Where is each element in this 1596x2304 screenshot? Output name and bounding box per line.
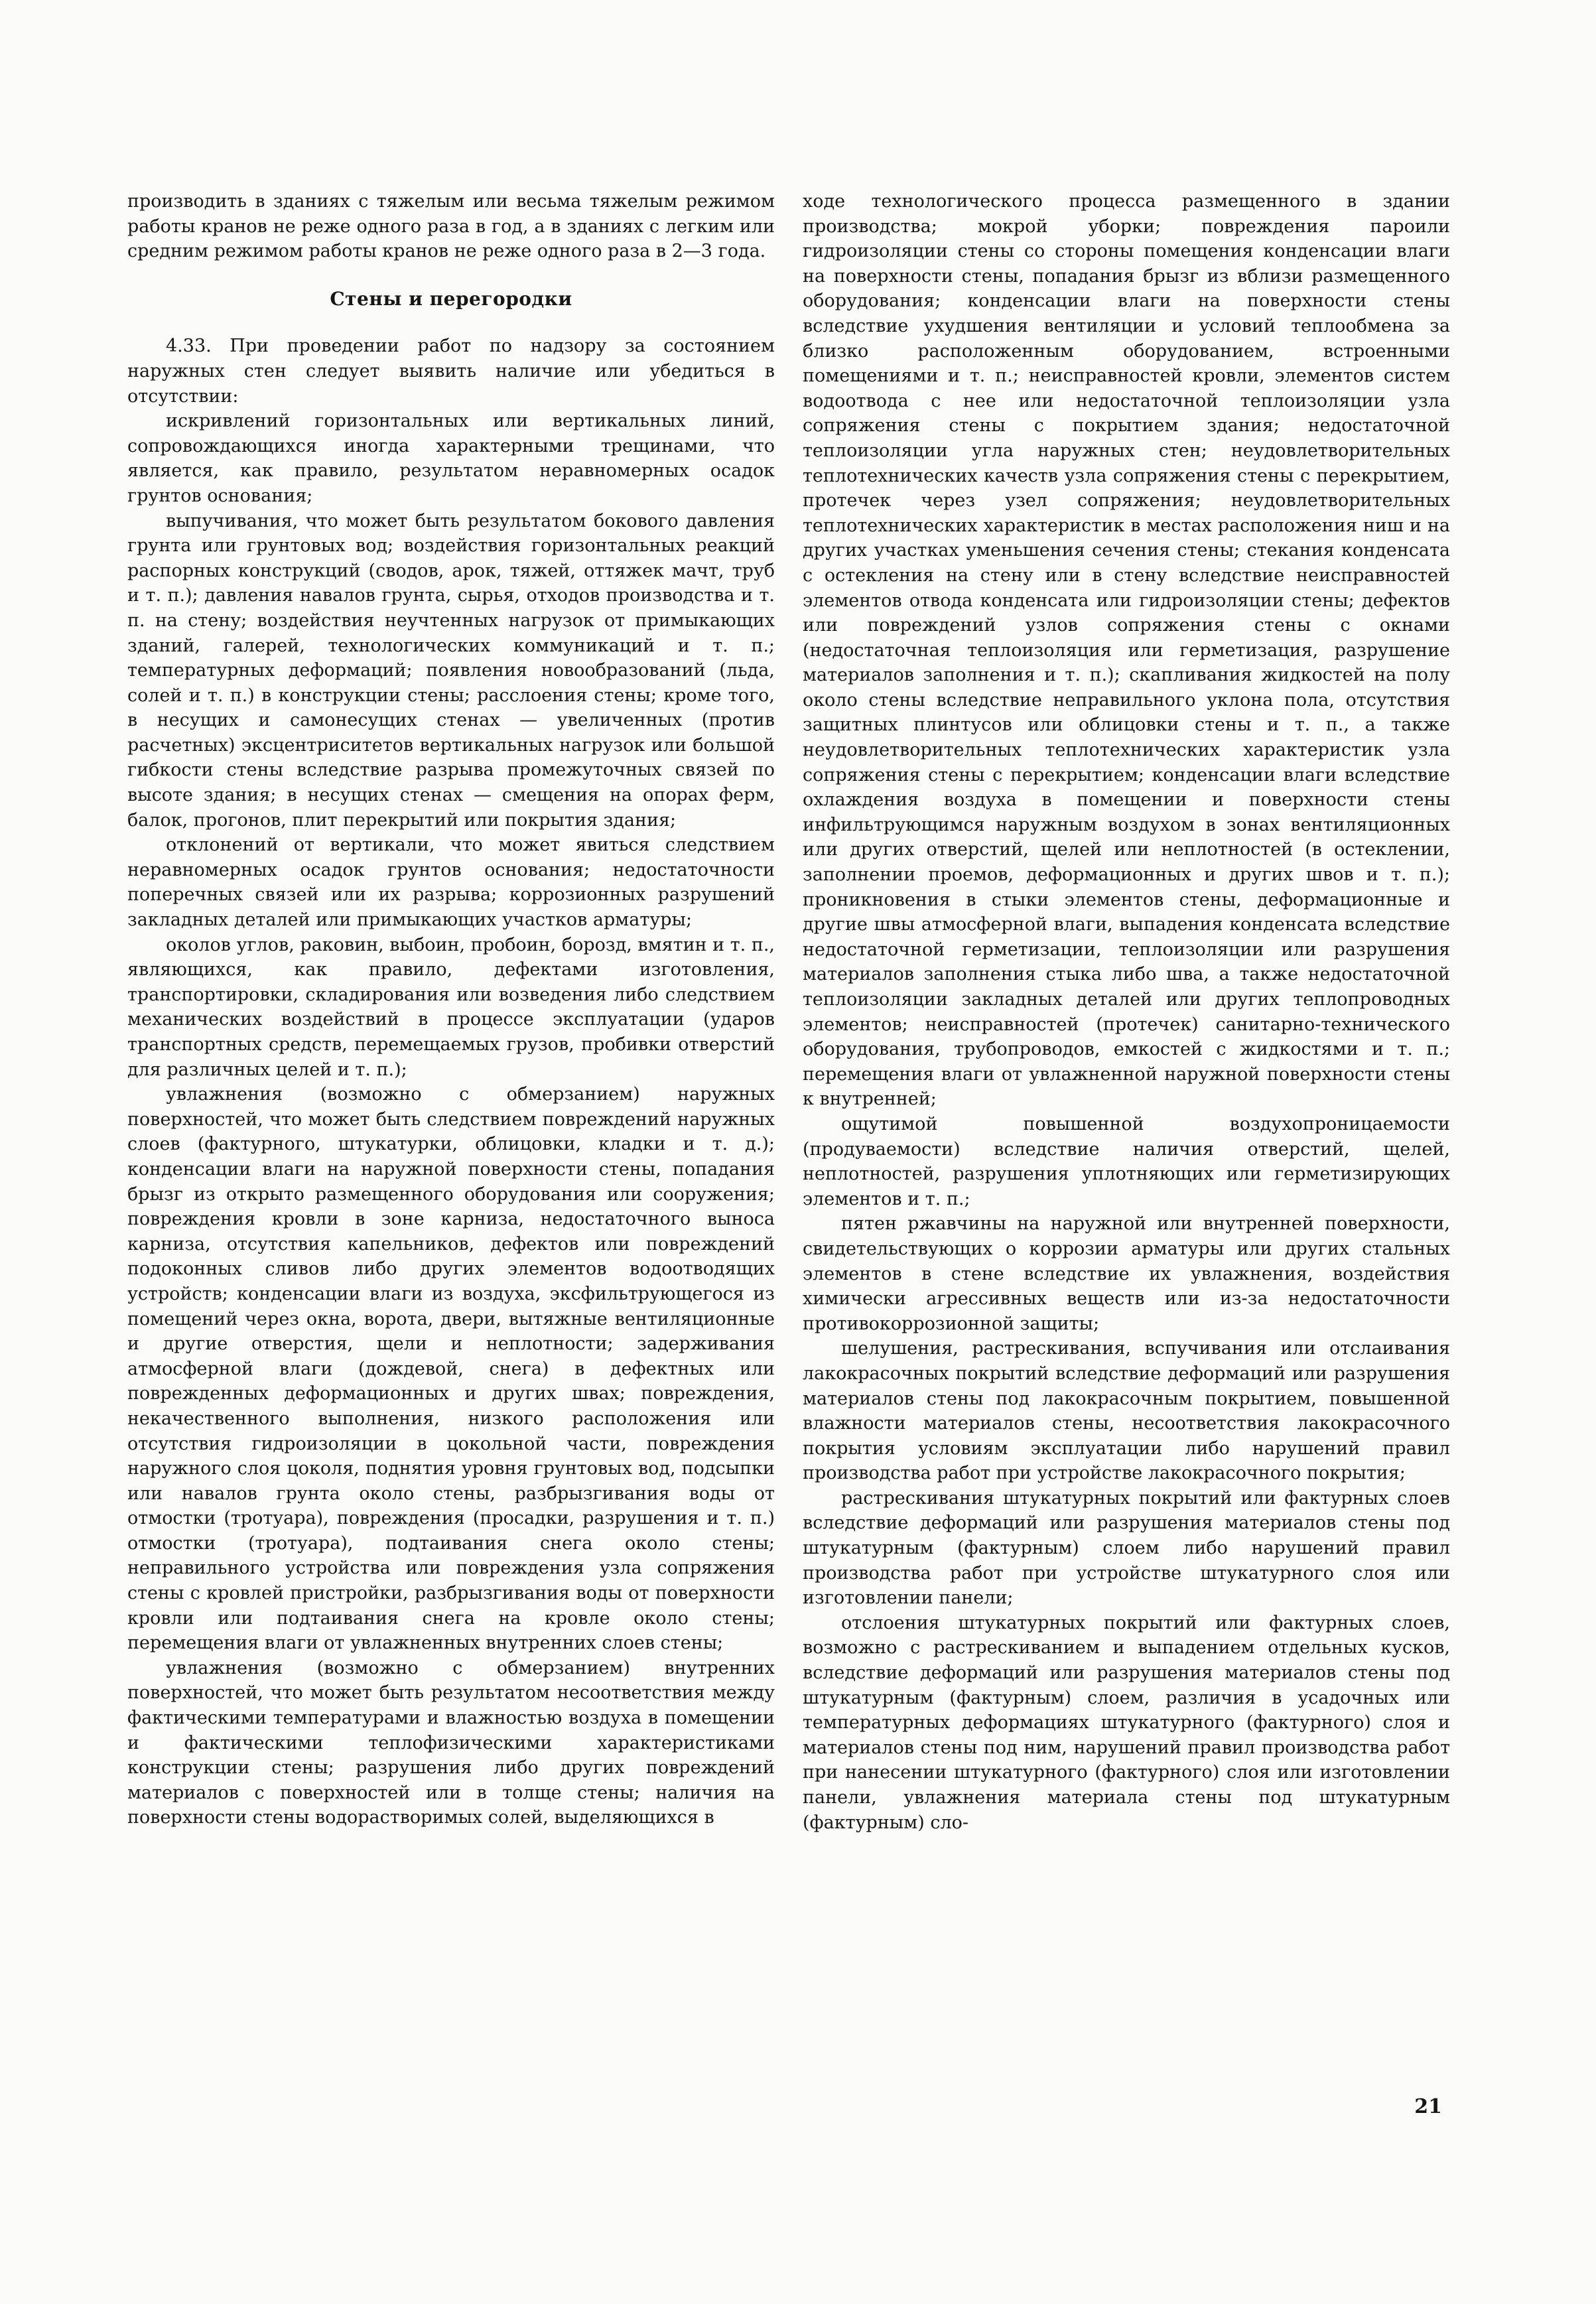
paragraph-plaster-cracking: растрескивания штукатурных покрытий или фактурных слоев вследствие деформаций или разрушения материалов стены под штукатурным (фактурным) слоем либо нарушений правил производства работ при устройстве штукатурного слоя или изготовлении панели; [803,1487,1450,1609]
paragraph-rust-stains: пятен ржавчины на наружной или внутренней поверхности, свидетельствующих о коррозии арматуры или других стальных элементов в стене вследствие их увлажнения, воздействия химически агрессивных веществ или из-за недостаточности противокоррозионной защиты; [803,1213,1450,1334]
paragraph-internal-wetting-continued: ходе технологического процесса размещенного в здании производства; мокрой уборки; повреждения пароили гидроизоляции стены со стороны помещения конденсации влаги на поверхности стены, попадания брызг из вблизи размещенного оборудования; конденсации влаги на поверхности стены вследствие ухудшения вентиляции и условий теплообмена за близко расположенным оборудованием, встроенными помещениями и т. п.; неисправностей кровли, элементов систем водоотвода с нее или недостаточной теплоизоляции узла сопряжения стены с покрытием здания; недостаточной теплоизоляции угла наружных стен; неудовлетворительных теплотехнических качеств узла сопряжения стены с перекрытием, протечек через узел сопряжения; неудовлетворительных теплотехнических характеристик в местах расположения ниш и на других участках уменьшения сечения стены; стекания конденсата с остекления на стену или в стену вследствие неисправностей элементов отвода конденсата или гидроизоляции стены; дефектов или повреждений узлов сопряжения стены с окнами (недостаточная теплоизоляция или герметизация, разрушение материалов заполнения и т. п.); скапливания жидкостей на полу около стены вследствие неправильного уклона пола, отсутствия защитных плинтусов или облицовки стены и т. п., а также неудовлетворительных теплотехнических характеристик узла сопряжения стены с перекрытием; конденсации влаги вследствие охлаждения воздуха в помещении и поверхности стены инфильтрующимся наружным воздухом в зонах вентиляционных или других отверстий, щелей или неплотностей (в остеклении, заполнении проемов, деформационных и других швов и т. п.); проникновения в стыки элементов стены, деформационные и другие швы атмосферной влаги, выпадения конденсата вследствие недостаточной герметизации, теплоизоляции или разрушения материалов заполнения стыка либо шва, а также недостаточной теплоизоляции закладных деталей или других теплопроводных элементов; неисправностей (протечек) санитарно-технического оборудования, трубопроводов, емкостей с жидкостями и т. п.; перемещения влаги от увлажненной наружной поверхности стены к внутренней; [803,191,1450,1110]
left-column [127,189,775,1830]
paragraph-internal-wetting: увлажнения (возможно с обмерзанием) внутренних поверхностей, что может быть результатом несоответствия между фактическими температурами и влажностью воздуха в помещении и фактическими теплофизическими характеристиками конструкции стены; разрушения либо других повреждений материалов с поверхностей или в толще стены; наличия на поверхности стены водорастворимых солей, выделяющихся в [127,1657,775,1828]
paragraph-bulging: выпучивания, что может быть результатом бокового давления грунта или грунтовых вод; воздействия горизонтальных реакций распорных конструкций (сводов, арок, тяжей, оттяжек мачт, труб и т. п.); давления навалов грунта, сырья, отходов производства и т. п. на стену; воздействия неучтенных нагрузок от примыкающих зданий, галерей, технологических коммуникаций и т. п.; температурных деформаций; появления новообразований (льда, солей и т. п.) в конструкции стены; расслоения стены; кроме того, в несущих и самонесущих стенах — увеличенных (против расчетных) эксцентриситетов вертикальных нагрузок или большой гибкости стены вследствие разрыва промежуточных связей по высоте здания; в несущих стенах — смещения на опорах ферм, балок, прогонов, плит перекрытий или покрытия здания; [127,510,775,831]
paragraph-air-permeability: ощутимой повышенной воздухопроницаемости (продуваемости) вследствие наличия отверстий, щелей, неплотностей, разрушения уплотняющих или герметизирующих элементов и т. п.; [803,1113,1450,1209]
section-heading: Стены и перегородки [330,287,572,310]
page-number: 21 [1414,2095,1442,2118]
paragraph-plaster-detachment: отслоения штукатурных покрытий или фактурных слоев, возможно с растрескиванием и выпадением отдельных кусков, вследствие деформаций или разрушения материалов стены под штукатурным (фактурным) слоем, различия в усадочных или температурных деформациях штукатурного (фактурного) слоя и материалов стены под ним, нарушений правил производства работ при нанесении штукатурного (фактурного) слоя или изготовлении панели, увлажнения материала стены под штукатурным (фактурным) сло- [803,1612,1450,1833]
paragraph-chips: околов углов, раковин, выбоин, пробоин, борозд, вмятин и т. п., являющихся, как правило, дефектами изготовления, транспортировки, складирования или возведения либо следствием механических воздействий в процессе эксплуатации (ударов транспортных средств, перемещаемых грузов, пробивки отверстий для различных целей и т. п.); [127,934,775,1080]
paragraph-external-wetting: увлажнения (возможно с обмерзанием) наружных поверхностей, что может быть следствием повреждений наружных слоев (фактурного, штукатурки, облицовки, кладки и т. д.); конденсации влаги на наружной поверхности стены, попадания брызг из открыто размещенного оборудования или сооружения; повреждения кровли в зоне карниза, недостаточного выноса карниза, отсутствия капельников, дефектов или повреждений подоконных сливов либо других элементов водоотводящих устройств; конденсации влаги из воздуха, эксфильтрующегося из помещений через окна, ворота, двери, вытяжные вентиляционные и другие отверстия, щели и неплотности; задерживания атмосферной влаги (дождевой, снега) в дефектных или поврежденных деформационных и других швах; повреждения, некачественного выполнения, низкого расположения или отсутствия гидроизоляции в цокольной части, повреждения наружного слоя цоколя, поднятия уровня грунтовых вод, подсыпки или навалов грунта около стены, разбрызгивания воды от отмостки (тротуара), повреждения (просадки, разрушения и т. п.) отмостки (тротуара), подтаивания снега около стены; неправильного устройства или повреждения узла сопряжения стены с кровлей пристройки, разбрызгивания воды от поверхности кровли или подтаивания снега на кровле около стены; перемещения влаги от увлажненных внутренних слоев стены; [127,1084,775,1654]
paragraph-4-33: 4.33. При проведении работ по надзору за состоянием наружных стен следует выявить наличие или убедиться в отсутствии: [127,336,775,407]
paragraph-paint-peeling: шелушения, растрескивания, вспучивания или отслаивания лакокрасочных покрытий вследствие деформаций или разрушения материалов стены под лакокрасочным покрытием, повышенной влажности материалов стены, несоответствия лакокрасочного покрытия условиям эксплуатации либо нарушений правил производства работ при устройстве лакокрасочного покрытия; [803,1338,1450,1484]
paragraph-deviations: отклонений от вертикали, что может явиться следствием неравномерных осадок грунтов основания; недостаточности поперечных связей или их разрыва; коррозионных разрушений закладных деталей или примыкающих участков арматуры; [127,835,775,931]
right-column [803,189,1450,1835]
paragraph-curvature: искривлений горизонтальных или вертикальных линий, сопровождающихся иногда характерными трещинами, что является, как правило, результатом неравномерных осадок грунтов основания; [127,411,775,506]
paragraph-continuation: производить в зданиях с тяжелым или весьма тяжелым режимом работы кранов не реже одного раза в год, а в зданиях с легким или средним режимом работы кранов не реже одного раза в 2—3 года. [127,191,775,262]
